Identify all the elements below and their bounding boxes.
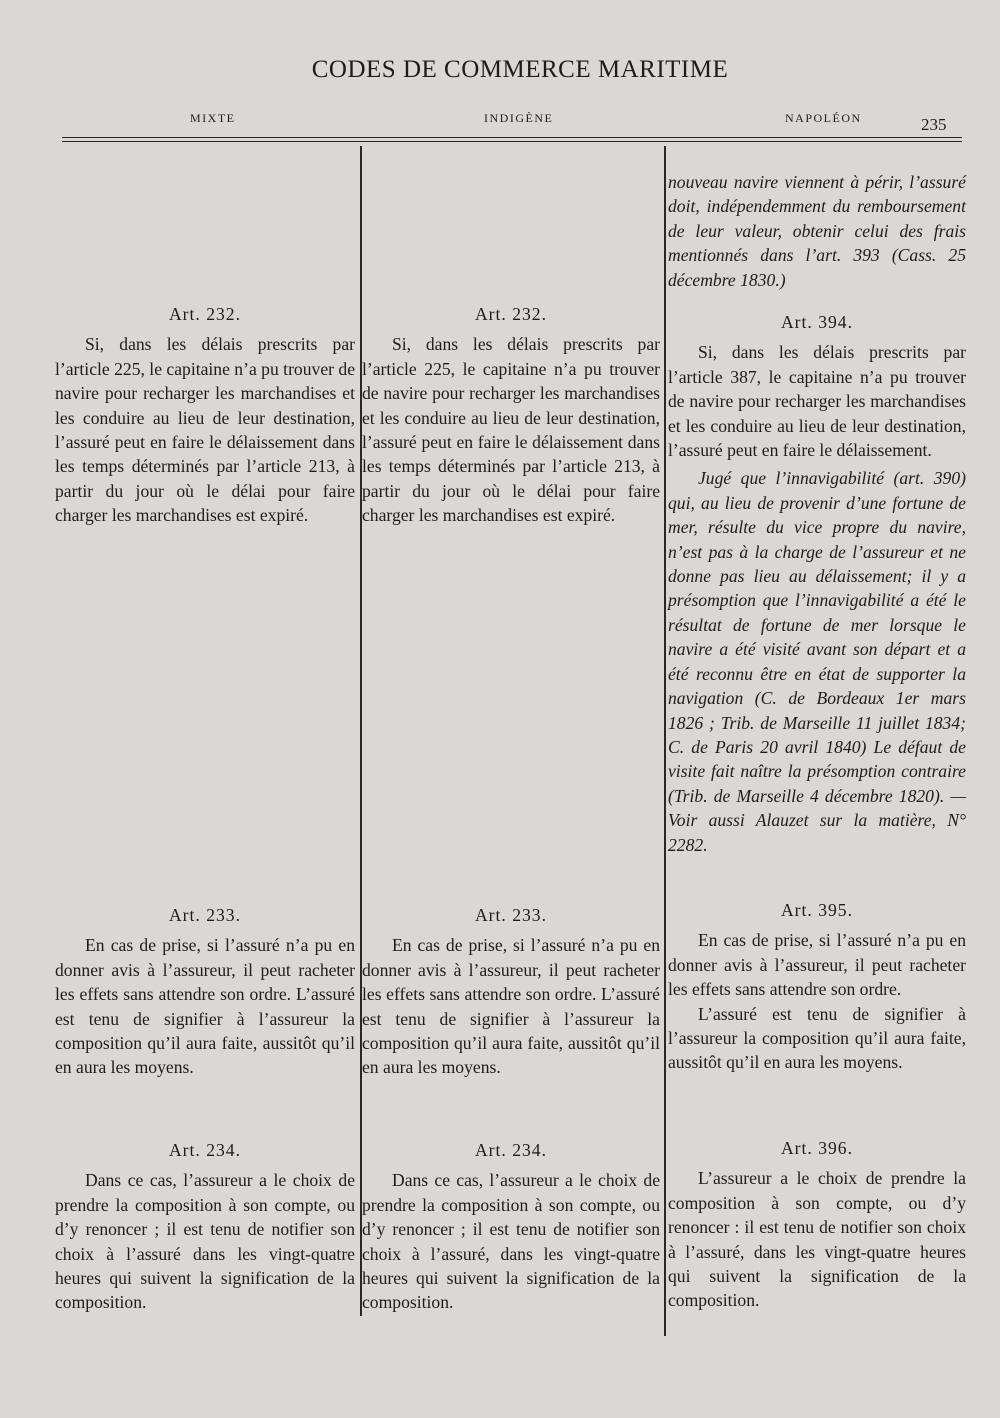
article-text: L’assureur a le choix de prendre la composition à son compte, ou d’y renoncer : il est tenu de notifier son choix à l’assuré, dans les vingt-quatre heures qui suivent la signification de la composition. [668, 1168, 966, 1311]
article-heading: Art. 232. [168, 304, 242, 324]
article-text: Si, dans les délais prescrits par l’article 387, le capitaine n’a pu trouver de navire pour recharger les marchandises et les conduire au lieu de leur destination, l’assuré peut en faire le délaissement. [668, 342, 966, 461]
article-heading: Art. 394. [780, 312, 854, 332]
article-block [362, 1138, 660, 1315]
article-block [668, 310, 966, 857]
header-rule-top [62, 137, 962, 138]
article-block [55, 302, 355, 528]
article-block [362, 903, 660, 1080]
article-heading: Art. 396. [780, 1138, 854, 1158]
jurisprudence-note: Jugé que l’innavigabilité (art. 390) qui, au lieu de provenir d’une fortune de mer, résulte du vice propre du navire, n’est pas à la charge de l’assureur et ne donne pas lieu au délaissement; il y a présomption que l’innavigabilité a été le résultat de fortune de mer lorsque le navire a été visité avant son départ et a été reconnu être en état de supporter la navigation (C. de Bordeaux 1er mars 1826 ; Trib. de Marseille 11 juillet 1834; C. de Paris 20 avril 1840) Le défaut de visite fait naître la présomption contraire (Trib. de Marseille 4 décembre 1820). — Voir aussi Alauzet sur la matière, N° 2282. [668, 468, 966, 855]
article-text: Si, dans les délais prescrits par l’article 225, le capitaine n’a pu trouver de navire pour recharger les marchandises et les conduire au lieu de leur destination, l’assuré peut en faire le délaissement dans les temps déterminés par l’article 213, à partir du jour où le délai pour faire charger les marchandises est expiré. [55, 334, 355, 526]
header-rule-bottom [62, 141, 962, 142]
article-heading: Art. 395. [780, 900, 854, 920]
column-divider-right [664, 146, 666, 1336]
column-heading-mixte: MIXTE [190, 111, 236, 125]
article-text: Dans ce cas, l’assureur a le choix de prendre la composition à son compte, ou d’y renoncer ; il est tenu de notifier son choix à l’assuré dans les vingt-quatre heures qui suivent la signification de la composition. [55, 1170, 355, 1313]
article-block [668, 1136, 966, 1313]
article-text: En cas de prise, si l’assuré n’a pu en donner avis à l’assureur, il peut racheter les effets sans attendre son ordre. L’assuré est tenu de signifier à l’assureur la composition qu’il aura faite, aussitôt qu’il en aura les moyens. [362, 935, 660, 1078]
article-heading: Art. 234. [168, 1140, 242, 1160]
continued-note [668, 170, 966, 292]
article-text: Dans ce cas, l’assureur a le choix de prendre la composition à son compte, ou d’y renoncer ; il est tenu de notifier son choix à l’assuré, dans les vingt-quatre heures qui suivent la signification de la composition. [362, 1170, 660, 1313]
article-block [668, 898, 966, 1075]
article-text: Si, dans les délais prescrits par l’article 225, le capitaine n’a pu trouver de navire pour recharger les marchandises et les conduire au lieu de leur destination, l’assuré peut en faire le délaissement dans les temps déterminés par l’article 213, à partir du jour où le délai pour faire charger les marchandises est expiré. [362, 334, 660, 526]
page-number: 235 [921, 115, 947, 134]
article-text: En cas de prise, si l’assuré n’a pu en donner avis à l’assureur, il peut racheter les effets sans attendre son ordre. [668, 930, 966, 1000]
article-block [362, 302, 660, 528]
page-title: CODES DE COMMERCE MARITIME [311, 56, 729, 83]
article-text: En cas de prise, si l’assuré n’a pu en donner avis à l’assureur, il peut racheter les effets sans attendre son ordre. L’assuré est tenu de signifier à l’assureur la composition qu’il aura faite, aussitôt qu’il en aura les moyens. [55, 935, 355, 1078]
article-block [55, 903, 355, 1080]
article-text-second: L’assuré est tenu de signifier à l’assureur la composition qu’il aura faite, aussitôt qu’il en aura les moyens. [668, 1003, 966, 1073]
column-heading-indigene: INDIGÈNE [484, 111, 554, 125]
note-continuation: nouveau navire viennent à périr, l’assuré doit, indépendemment du remboursement de leur valeur, obtenir celui des frais mentionnés dans l’art. 393 (Cass. 25 décembre 1830.) [668, 172, 966, 290]
article-heading: Art. 234. [474, 1140, 548, 1160]
article-heading: Art. 232. [474, 304, 548, 324]
article-block [55, 1138, 355, 1315]
article-heading: Art. 233. [168, 905, 242, 925]
article-heading: Art. 233. [474, 905, 548, 925]
column-heading-napoleon: NAPOLÉON [785, 111, 862, 125]
